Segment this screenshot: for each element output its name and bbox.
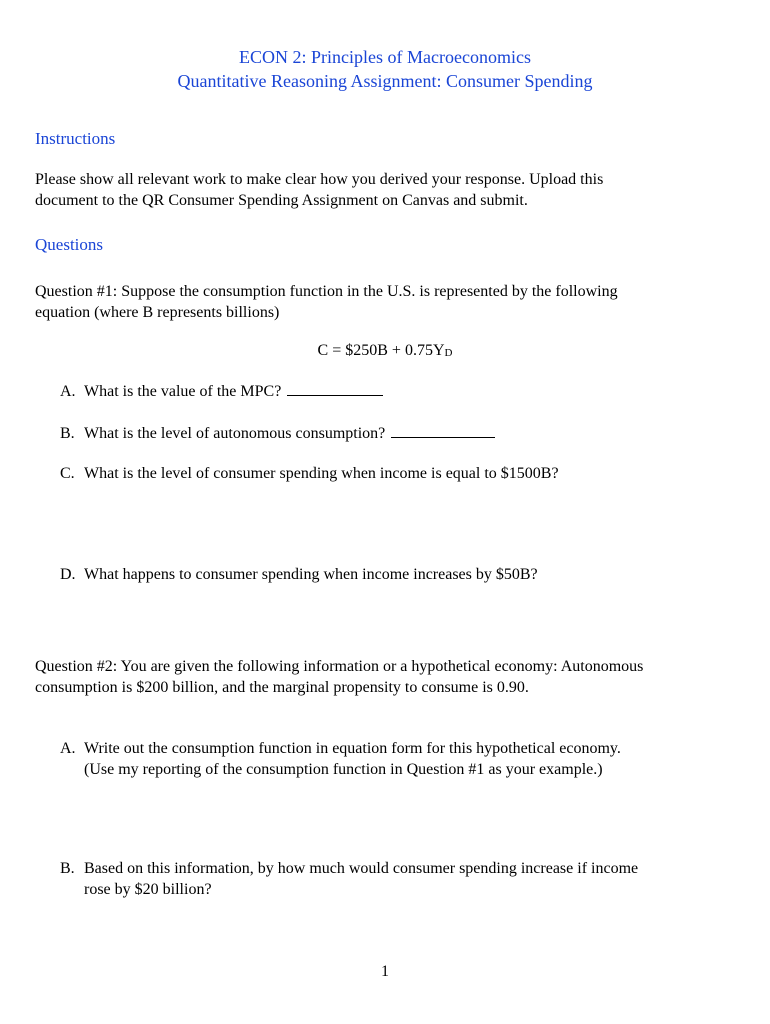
- q2-item-a: [60, 738, 740, 780]
- instructions-line: document to the QR Consumer Spending Assignment on Canvas and submit.: [35, 192, 528, 209]
- item-text: What is the level of consumer spending when income is equal to $1500B?: [84, 465, 559, 482]
- item-text-continued: (Use my reporting of the consumption function in Question #1 as your example.): [84, 761, 603, 778]
- question-1-prompt: [35, 281, 735, 323]
- item-text: What happens to consumer spending when income increases by $50B?: [84, 566, 538, 583]
- q2-item-b: [60, 858, 740, 900]
- answer-blank[interactable]: [391, 436, 495, 438]
- item-letter: A.: [60, 740, 76, 757]
- q1-item-c: [60, 463, 740, 484]
- question-2-line: Question #2: You are given the following information or a hypothetical economy: Autonomous: [35, 658, 644, 675]
- q1-item-d: [60, 564, 740, 585]
- question-1-line: Question #1: Suppose the consumption function in the U.S. is represented by the following: [35, 283, 618, 300]
- q1-item-b: [60, 423, 740, 444]
- q1-item-a: [60, 381, 740, 402]
- item-letter: C.: [60, 465, 75, 482]
- item-text: Write out the consumption function in equation form for this hypothetical economy.: [84, 740, 621, 757]
- assignment-title: Quantitative Reasoning Assignment: Consumer Spending: [177, 71, 593, 91]
- instructions-paragraph: [35, 169, 735, 211]
- equation-subscript: D: [444, 347, 453, 359]
- questions-heading: Questions: [35, 235, 103, 254]
- item-letter: A.: [60, 383, 76, 400]
- consumption-equation: [0, 342, 770, 360]
- question-2-line: consumption is $200 billion, and the marginal propensity to consume is 0.90.: [35, 679, 529, 696]
- item-text: What is the value of the MPC?: [84, 383, 282, 400]
- item-text: What is the level of autonomous consumption?: [84, 425, 386, 442]
- item-text-continued: rose by $20 billion?: [84, 881, 212, 898]
- item-text: Based on this information, by how much would consumer spending increase if income: [84, 860, 639, 877]
- page-number: 1: [381, 963, 389, 980]
- item-letter: B.: [60, 860, 75, 877]
- course-title: ECON 2: Principles of Macroeconomics: [239, 47, 531, 67]
- question-2-prompt: [35, 656, 735, 698]
- instructions-line: Please show all relevant work to make clear how you derived your response. Upload this: [35, 171, 604, 188]
- item-letter: D.: [60, 566, 76, 583]
- item-letter: B.: [60, 425, 75, 442]
- instructions-heading: Instructions: [35, 129, 116, 148]
- question-1-line: equation (where B represents billions): [35, 304, 280, 321]
- equation-body: C = $250B + 0.75Y: [317, 342, 445, 359]
- answer-blank[interactable]: [287, 394, 383, 396]
